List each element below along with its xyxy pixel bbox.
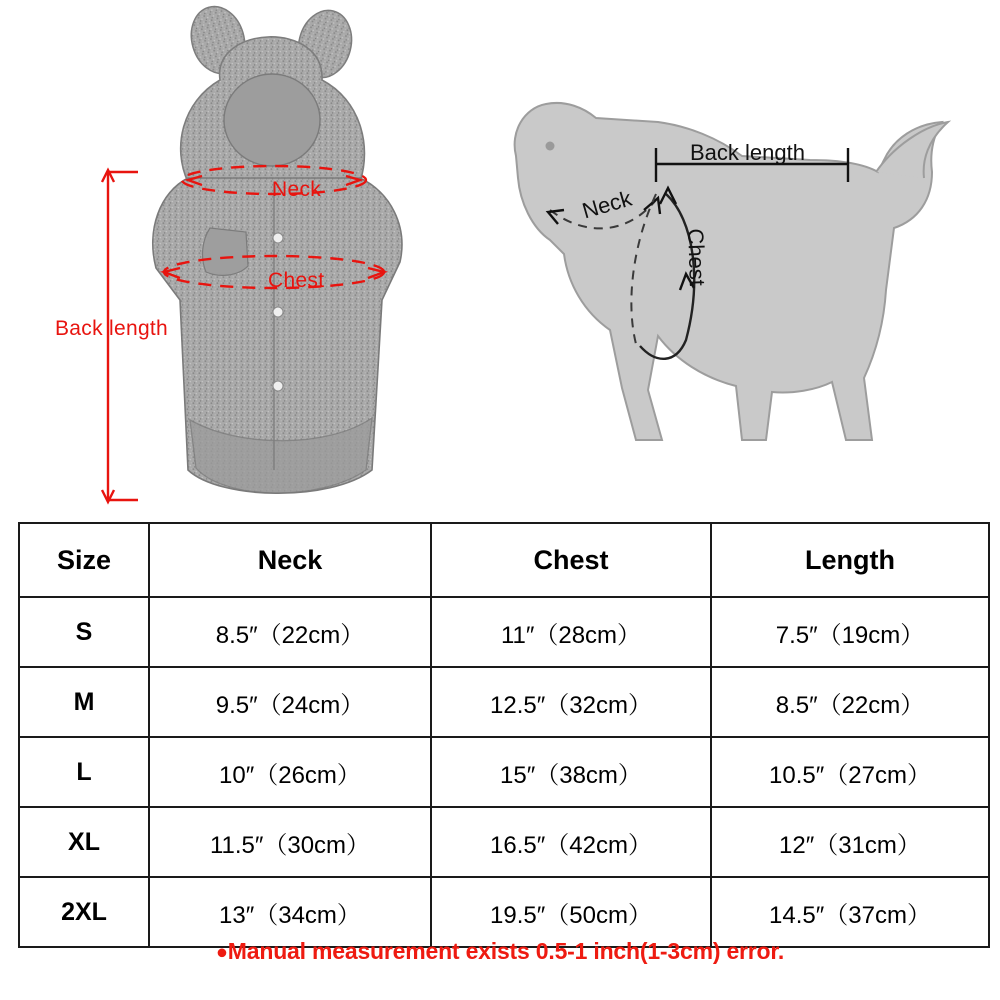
cell-length: 14.5″（37cm） xyxy=(711,877,989,947)
garment-chest-label: Chest xyxy=(268,269,325,292)
cell-length: 10.5″（27cm） xyxy=(711,737,989,807)
table-row xyxy=(19,667,989,737)
cell-neck: 8.5″（22cm） xyxy=(149,597,431,667)
garment-illustration xyxy=(60,0,480,515)
cell-neck: 9.5″（24cm） xyxy=(149,667,431,737)
cell-size: 2XL xyxy=(19,877,149,947)
cell-chest: 12.5″（32cm） xyxy=(431,667,711,737)
measurement-note xyxy=(0,938,1000,965)
cell-neck: 10″（26cm） xyxy=(149,737,431,807)
note-text: Manual measurement exists 0.5-1 inch(1-3cm) error. xyxy=(227,938,785,964)
cell-size: S xyxy=(19,597,149,667)
table-header-row xyxy=(19,523,989,597)
hood-opening xyxy=(224,74,320,166)
coat-snap-button xyxy=(273,381,283,391)
table-header-length: Length xyxy=(711,523,989,597)
table-header-size: Size xyxy=(19,523,149,597)
cell-neck: 11.5″（30cm） xyxy=(149,807,431,877)
size-table xyxy=(18,522,990,948)
dog-eye xyxy=(546,142,555,151)
cell-size: XL xyxy=(19,807,149,877)
cell-size: L xyxy=(19,737,149,807)
garment-neck-label: Neck xyxy=(272,178,322,201)
note-bullet-icon: ● xyxy=(215,941,228,964)
dog-back-length-label: Back length xyxy=(690,140,805,165)
cell-length: 8.5″（22cm） xyxy=(711,667,989,737)
cell-chest: 15″（38cm） xyxy=(431,737,711,807)
table-row xyxy=(19,737,989,807)
dog-illustration xyxy=(480,60,980,480)
garment-back-length-label: Back length xyxy=(55,317,169,340)
cell-neck: 13″（34cm） xyxy=(149,877,431,947)
table-header-chest: Chest xyxy=(431,523,711,597)
table-row xyxy=(19,877,989,947)
cell-chest: 16.5″（42cm） xyxy=(431,807,711,877)
cell-chest: 19.5″（50cm） xyxy=(431,877,711,947)
table-row xyxy=(19,807,989,877)
dog-neck-label: Neck xyxy=(579,185,635,224)
cell-chest: 11″（28cm） xyxy=(431,597,711,667)
cell-size: M xyxy=(19,667,149,737)
table-row xyxy=(19,597,989,667)
coat-snap-button xyxy=(273,233,283,243)
table-header-neck: Neck xyxy=(149,523,431,597)
dog-chest-label: Chest xyxy=(683,228,711,287)
cell-length: 12″（31cm） xyxy=(711,807,989,877)
cell-length: 7.5″（19cm） xyxy=(711,597,989,667)
coat-pocket-shape xyxy=(203,228,248,275)
coat-snap-button xyxy=(273,307,283,317)
